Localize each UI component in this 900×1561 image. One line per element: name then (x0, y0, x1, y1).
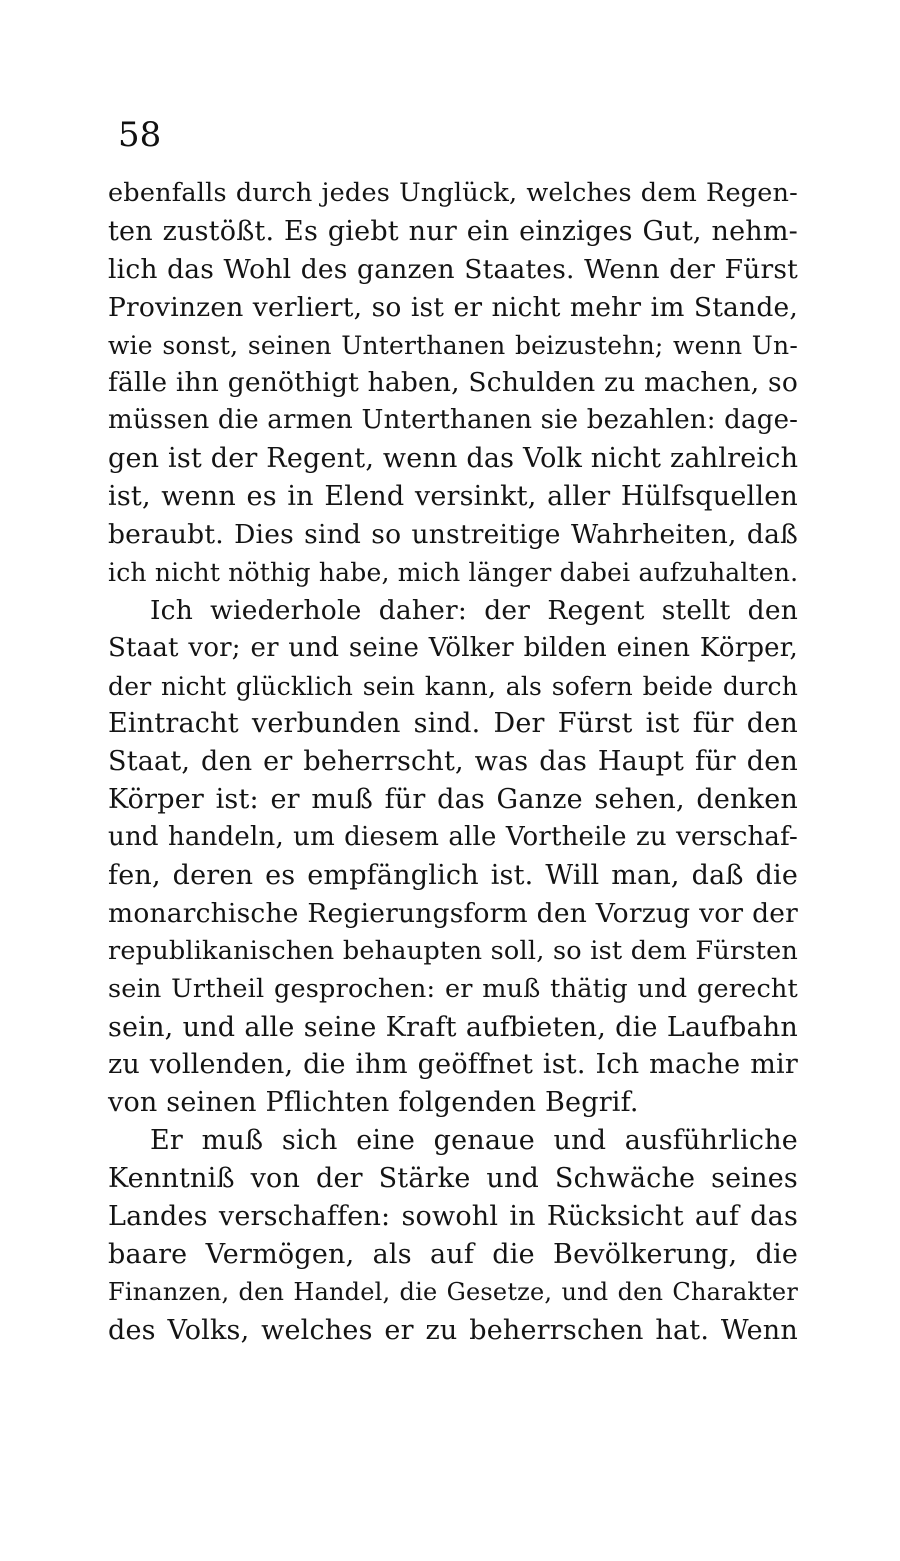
text-line: Eintracht verbunden sind. Der Fürst ist für den (108, 708, 798, 740)
text-line: Staat, den er beherrscht, was das Haupt für den (108, 746, 798, 778)
text-line: Landes verschaffen: sowohl in Rücksicht auf das (108, 1201, 798, 1233)
text-line: von seinen Pflichten folgenden Begrif. (108, 1087, 639, 1119)
text-line: ten zustößt. Es giebt nur ein einziges Gut, nehm- (108, 215, 798, 247)
text-line: müssen die armen Unterthanen sie bezahlen: dage- (108, 405, 799, 436)
text-line: Kenntniß von der Stärke und Schwäche seines (108, 1163, 798, 1195)
text-line: baare Vermögen, als auf die Bevölkerung, die (108, 1238, 798, 1270)
text-line: des Volks, welches er zu beherrschen hat. Wenn (108, 1314, 798, 1346)
text-line: fälle ihn genöthigt haben, Schulden zu machen, so (108, 367, 799, 399)
body-text (108, 175, 798, 1350)
text-line: Finanzen, den Handel, die Gesetze, und den Charakter (108, 1277, 798, 1306)
text-line: republikanischen behaupten soll, so ist dem Fürsten (108, 935, 798, 966)
text-line-paragraph-start: Ich wiederhole daher: der Regent stellt den (150, 594, 798, 626)
text-line: sein Urtheil gesprochen: er muß thätig und gerecht (108, 973, 798, 1004)
text-line: sein, und alle seine Kraft aufbieten, die Laufbahn (108, 1011, 798, 1043)
text-line: wie sonst, seinen Unterthanen beizustehn; wenn Un- (108, 330, 798, 360)
text-line: Körper ist: er muß für das Ganze sehen, denken (108, 784, 798, 816)
text-line: ist, wenn es in Elend versinkt, aller Hülfsquellen (108, 481, 798, 513)
text-line: lich das Wohl des ganzen Staates. Wenn der Fürst (108, 253, 798, 285)
text-line: Staat vor; er und seine Völker bilden einen Körper, (108, 632, 798, 663)
page-number: 58 (118, 115, 162, 155)
text-line: beraubt. Dies sind so unstreitige Wahrheiten, daß (108, 519, 798, 551)
text-line: fen, deren es empfänglich ist. Will man, daß die (108, 860, 798, 892)
text-line: monarchische Regierungsform den Vorzug vor der (108, 897, 798, 929)
text-line: ebenfalls durch jedes Unglück, welches dem Regen- (108, 178, 798, 208)
text-line: und handeln, um diesem alle Vortheile zu verschaf- (108, 822, 798, 853)
text-line: gen ist der Regent, wenn das Volk nicht zahlreich (108, 443, 799, 475)
text-line: zu vollenden, die ihm geöffnet ist. Ich mache mir (108, 1049, 798, 1081)
text-line: der nicht glücklich sein kann, als sofern beide durch (108, 671, 798, 701)
text-line: Provinzen verliert, so ist er nicht mehr im Stande, (108, 291, 798, 323)
text-line: ich nicht nöthig habe, mich länger dabei aufzuhalten. (108, 557, 799, 587)
text-line-paragraph-start: Er muß sich eine genaue und ausführliche (150, 1125, 798, 1157)
